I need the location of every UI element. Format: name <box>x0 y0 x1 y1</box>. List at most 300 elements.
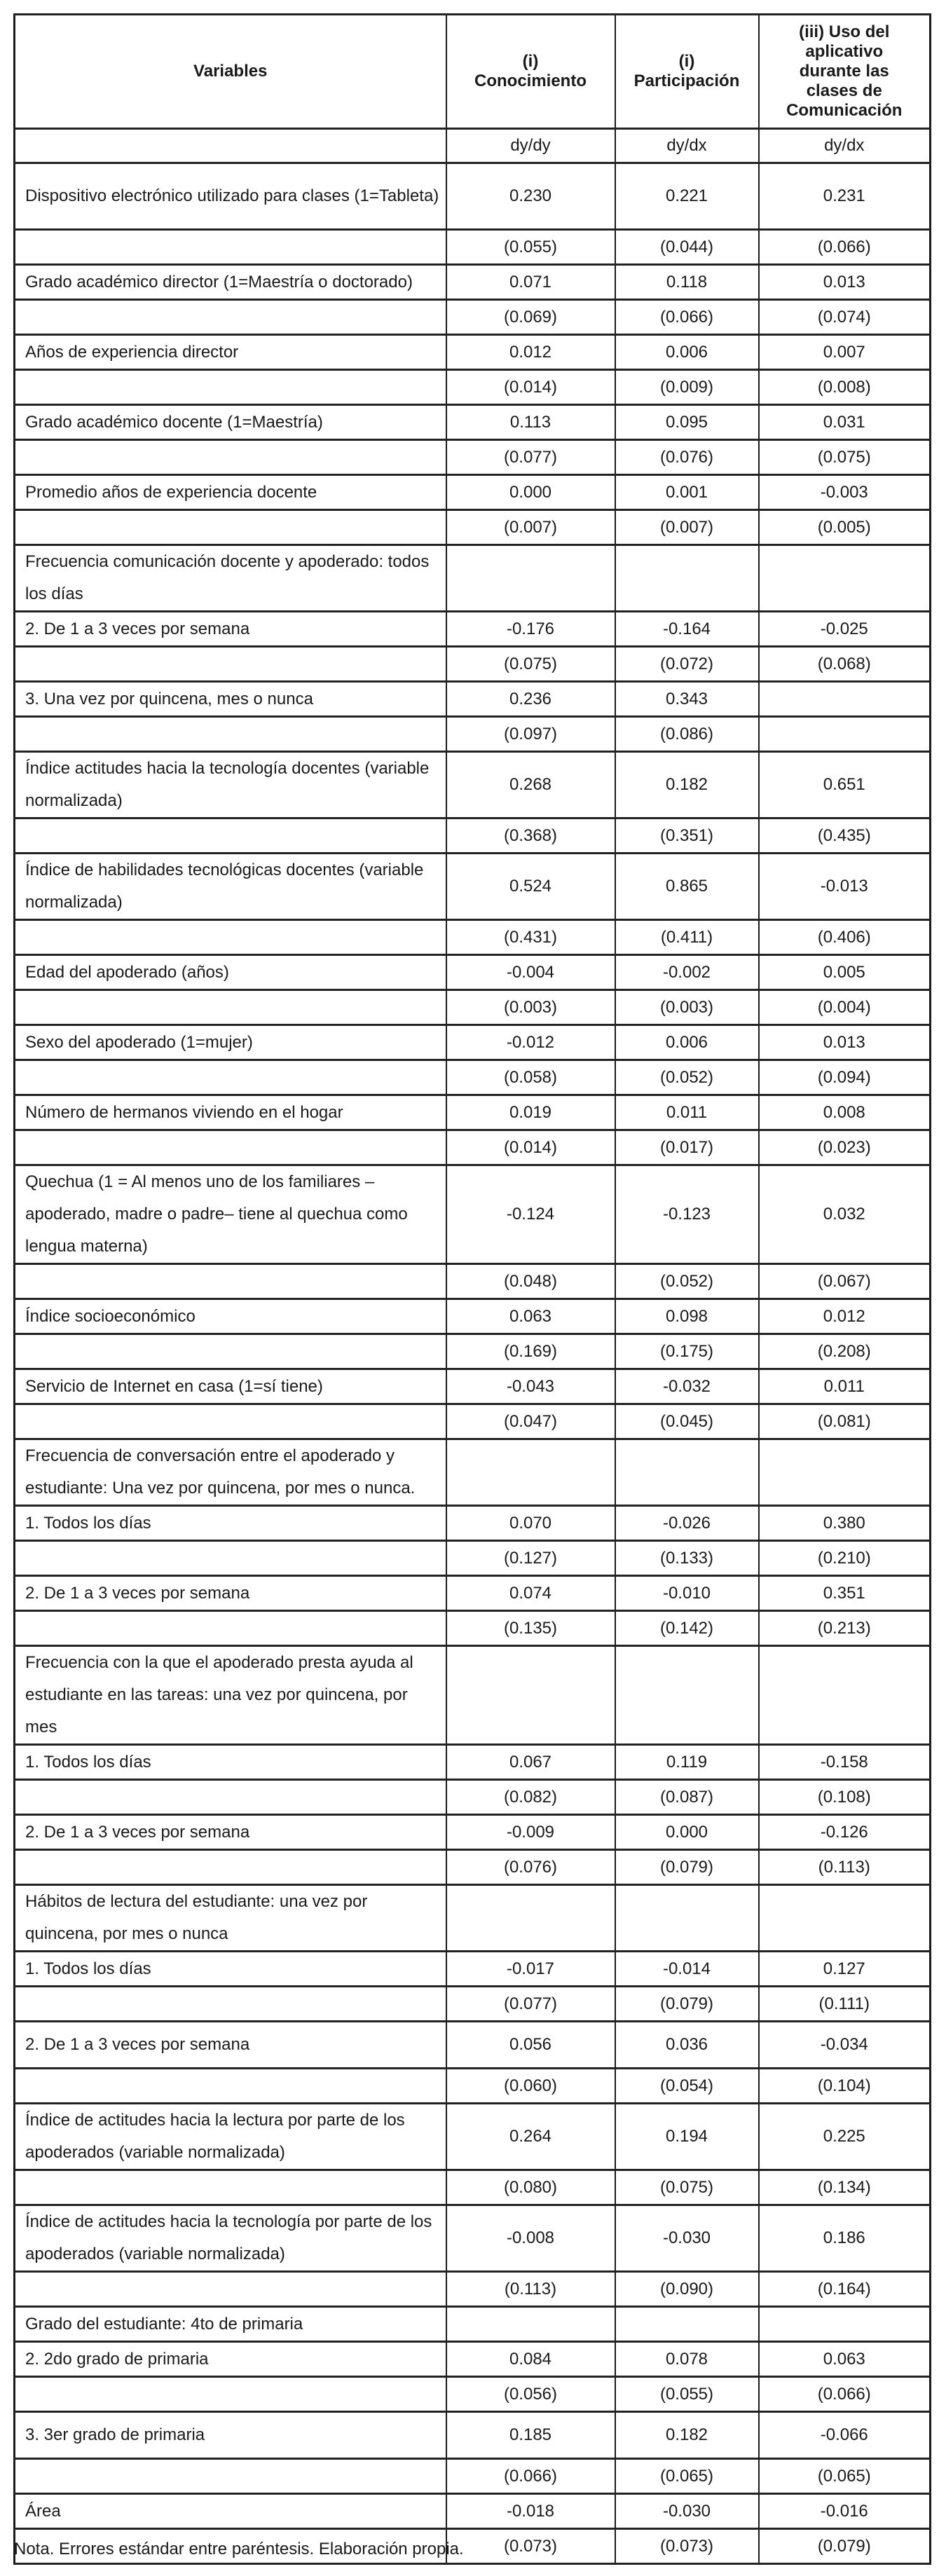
coefficient-cell: 0.185 <box>446 2412 615 2459</box>
regression-table-container <box>13 13 929 2565</box>
standard-error-row <box>15 717 931 752</box>
standard-error-cell: (0.351) <box>615 818 759 854</box>
coefficient-cell: 0.036 <box>615 2022 759 2069</box>
standard-error-cell: (0.142) <box>615 1611 759 1646</box>
coefficient-cell <box>615 545 759 612</box>
variable-label: Sexo del apoderado (1=mujer) <box>15 1025 446 1060</box>
coefficient-cell <box>759 1885 931 1952</box>
coefficient-cell: -0.018 <box>446 2494 615 2529</box>
coefficient-cell: -0.017 <box>446 1952 615 1987</box>
standard-error-cell: (0.097) <box>446 717 615 752</box>
coefficient-cell: 0.000 <box>446 475 615 510</box>
coefficient-row <box>15 854 931 920</box>
coefficient-row <box>15 1952 931 1987</box>
coefficient-cell <box>759 1439 931 1506</box>
coefficient-cell: -0.034 <box>759 2022 931 2069</box>
standard-error-row <box>15 2069 931 2104</box>
coefficient-cell: 0.865 <box>615 854 759 920</box>
coefficient-cell: -0.010 <box>615 1576 759 1611</box>
standard-error-cell: (0.007) <box>446 510 615 545</box>
standard-error-cell: (0.108) <box>759 1780 931 1815</box>
variable-label: 2. De 1 a 3 veces por semana <box>15 2022 446 2069</box>
standard-error-cell: (0.435) <box>759 818 931 854</box>
empty-label-cell <box>15 510 446 545</box>
standard-error-cell: (0.075) <box>615 2170 759 2205</box>
coefficient-cell <box>446 2307 615 2342</box>
coefficient-row <box>15 955 931 990</box>
coefficient-cell: 0.095 <box>615 405 759 440</box>
coefficient-cell: -0.025 <box>759 612 931 647</box>
header-uso-line-5: Comunicación <box>786 101 903 120</box>
coefficient-row <box>15 2412 931 2459</box>
standard-error-row <box>15 1334 931 1369</box>
coefficient-cell: 0.013 <box>759 1025 931 1060</box>
coefficient-cell: 0.182 <box>615 2412 759 2459</box>
standard-error-cell: (0.133) <box>615 1541 759 1576</box>
standard-error-cell: (0.052) <box>615 1264 759 1299</box>
standard-error-cell: (0.072) <box>615 647 759 682</box>
header-row <box>15 15 931 129</box>
empty-label-cell <box>15 647 446 682</box>
standard-error-cell: (0.208) <box>759 1334 931 1369</box>
empty-label-cell <box>15 1334 446 1369</box>
coefficient-cell: 0.031 <box>759 405 931 440</box>
category-header-row <box>15 1646 931 1745</box>
coefficient-row <box>15 1165 931 1264</box>
coefficient-cell <box>759 545 931 612</box>
standard-error-cell: (0.014) <box>446 1130 615 1165</box>
coefficient-cell: 0.012 <box>759 1299 931 1334</box>
standard-error-cell: (0.169) <box>446 1334 615 1369</box>
coefficient-cell: 0.231 <box>759 163 931 230</box>
coefficient-row <box>15 2494 931 2529</box>
empty-label-cell <box>15 1541 446 1576</box>
empty-label-cell <box>15 1060 446 1095</box>
standard-error-cell: (0.073) <box>615 2529 759 2564</box>
variable-label: Grado académico director (1=Maestría o doctorado) <box>15 265 446 300</box>
empty-label-cell <box>15 1850 446 1885</box>
coefficient-cell: 0.268 <box>446 752 615 818</box>
standard-error-cell: (0.111) <box>759 1987 931 2022</box>
coefficient-row <box>15 1369 931 1404</box>
units-cell: dy/dx <box>759 129 931 163</box>
units-row <box>15 129 931 163</box>
standard-error-row <box>15 1404 931 1439</box>
standard-error-cell: (0.135) <box>446 1611 615 1646</box>
standard-error-cell: (0.004) <box>759 990 931 1025</box>
standard-error-cell: (0.079) <box>759 2529 931 2564</box>
header-conocimiento-label: Conocimiento <box>474 71 587 90</box>
standard-error-cell: (0.094) <box>759 1060 931 1095</box>
coefficient-cell: -0.009 <box>446 1815 615 1850</box>
coefficient-cell <box>446 1646 615 1745</box>
coefficient-cell: 0.074 <box>446 1576 615 1611</box>
coefficient-cell: 0.056 <box>446 2022 615 2069</box>
empty-label-cell <box>15 370 446 405</box>
variable-label: 2. De 1 a 3 veces por semana <box>15 1815 446 1850</box>
standard-error-row <box>15 1611 931 1646</box>
standard-error-cell: (0.077) <box>446 440 615 475</box>
standard-error-row <box>15 1850 931 1885</box>
coefficient-cell: 0.067 <box>446 1745 615 1780</box>
variable-label: 3. 3er grado de primaria <box>15 2412 446 2459</box>
standard-error-row <box>15 440 931 475</box>
coefficient-cell: -0.030 <box>615 2205 759 2272</box>
variable-label: Dispositivo electrónico utilizado para clases (1=Tableta) <box>15 163 446 230</box>
header-conocimiento-number: (i) <box>522 52 539 71</box>
standard-error-cell: (0.052) <box>615 1060 759 1095</box>
standard-error-row <box>15 2459 931 2494</box>
category-header-row <box>15 1439 931 1506</box>
header-uso-aplicativo <box>759 15 931 129</box>
empty-label-cell <box>15 2377 446 2412</box>
coefficient-row <box>15 752 931 818</box>
units-cell: dy/dx <box>615 129 759 163</box>
standard-error-cell: (0.075) <box>446 647 615 682</box>
coefficient-row <box>15 1506 931 1541</box>
standard-error-row <box>15 1264 931 1299</box>
standard-error-cell: (0.044) <box>615 230 759 265</box>
standard-error-cell: (0.164) <box>759 2272 931 2307</box>
standard-error-cell: (0.213) <box>759 1611 931 1646</box>
standard-error-cell: (0.080) <box>446 2170 615 2205</box>
coefficient-cell: -0.003 <box>759 475 931 510</box>
coefficient-cell: 0.006 <box>615 335 759 370</box>
coefficient-row <box>15 475 931 510</box>
empty-label-cell <box>15 1130 446 1165</box>
variable-label: Edad del apoderado (años) <box>15 955 446 990</box>
standard-error-cell: (0.067) <box>759 1264 931 1299</box>
empty-label-cell <box>15 1611 446 1646</box>
empty-label-cell <box>15 2459 446 2494</box>
coefficient-cell: 0.001 <box>615 475 759 510</box>
variable-label: Grado académico docente (1=Maestría) <box>15 405 446 440</box>
coefficient-cell: -0.012 <box>446 1025 615 1060</box>
standard-error-cell: (0.047) <box>446 1404 615 1439</box>
standard-error-cell: (0.077) <box>446 1987 615 2022</box>
standard-error-cell: (0.045) <box>615 1404 759 1439</box>
header-participacion <box>615 15 759 129</box>
coefficient-cell: -0.013 <box>759 854 931 920</box>
category-header-row <box>15 2307 931 2342</box>
category-header-row <box>15 1885 931 1952</box>
coefficient-cell: -0.043 <box>446 1369 615 1404</box>
standard-error-cell: (0.431) <box>446 920 615 955</box>
standard-error-row <box>15 920 931 955</box>
standard-error-cell: (0.054) <box>615 2069 759 2104</box>
empty-label-cell <box>15 230 446 265</box>
empty-label-cell <box>15 300 446 335</box>
standard-error-cell: (0.003) <box>446 990 615 1025</box>
coefficient-cell: 0.006 <box>615 1025 759 1060</box>
coefficient-cell: -0.032 <box>615 1369 759 1404</box>
standard-error-row <box>15 2272 931 2307</box>
coefficient-cell: -0.176 <box>446 612 615 647</box>
table-note: Nota. Errores estándar entre paréntesis. Elaboración propia. <box>14 2540 464 2558</box>
standard-error-cell: (0.411) <box>615 920 759 955</box>
coefficient-cell <box>615 2307 759 2342</box>
standard-error-row <box>15 2377 931 2412</box>
coefficient-cell: -0.124 <box>446 1165 615 1264</box>
coefficient-cell: 0.264 <box>446 2104 615 2170</box>
standard-error-cell: (0.009) <box>615 370 759 405</box>
standard-error-cell: (0.056) <box>446 2377 615 2412</box>
variable-label: Frecuencia de conversación entre el apoderado y estudiante: Una vez por quincena, por mes o nunca. <box>15 1439 446 1506</box>
coefficient-cell: -0.126 <box>759 1815 931 1850</box>
empty-label-cell <box>15 2170 446 2205</box>
variable-label: 3. Una vez por quincena, mes o nunca <box>15 682 446 717</box>
variable-label: Servicio de Internet en casa (1=sí tiene) <box>15 1369 446 1404</box>
standard-error-cell: (0.079) <box>615 1987 759 2022</box>
coefficient-cell: 0.070 <box>446 1506 615 1541</box>
header-variables: Variables <box>15 15 446 129</box>
empty-label-cell <box>15 2272 446 2307</box>
coefficient-cell: -0.066 <box>759 2412 931 2459</box>
variable-label: Frecuencia con la que el apoderado presta ayuda al estudiante en las tareas: una vez por quincena, por mes <box>15 1646 446 1745</box>
coefficient-cell <box>615 1439 759 1506</box>
coefficient-row <box>15 1576 931 1611</box>
variable-label: Años de experiencia director <box>15 335 446 370</box>
variable-label: Hábitos de lectura del estudiante: una vez por quincena, por mes o nunca <box>15 1885 446 1952</box>
coefficient-cell: 0.380 <box>759 1506 931 1541</box>
coefficient-row <box>15 405 931 440</box>
standard-error-cell: (0.134) <box>759 2170 931 2205</box>
standard-error-cell: (0.076) <box>615 440 759 475</box>
coefficient-cell: 0.194 <box>615 2104 759 2170</box>
empty-label-cell <box>15 818 446 854</box>
variable-label: Índice actitudes hacia la tecnología docentes (variable normalizada) <box>15 752 446 818</box>
coefficient-cell <box>615 1885 759 1952</box>
coefficient-cell: -0.004 <box>446 955 615 990</box>
empty-label-cell <box>15 990 446 1025</box>
coefficient-row <box>15 265 931 300</box>
coefficient-cell <box>759 682 931 717</box>
coefficient-row <box>15 2022 931 2069</box>
empty-label-cell <box>15 1780 446 1815</box>
coefficient-row <box>15 163 931 230</box>
header-uso-line-4: clases de <box>806 81 882 100</box>
standard-error-row <box>15 2170 931 2205</box>
header-uso-line-2: aplicativo <box>805 42 884 61</box>
empty-label-cell <box>15 1264 446 1299</box>
standard-error-cell: (0.065) <box>615 2459 759 2494</box>
coefficient-cell: 0.084 <box>446 2342 615 2377</box>
standard-error-cell: (0.074) <box>759 300 931 335</box>
coefficient-row <box>15 682 931 717</box>
variable-label: 2. De 1 a 3 veces por semana <box>15 1576 446 1611</box>
coefficient-cell: 0.000 <box>615 1815 759 1850</box>
empty-label-cell <box>15 1404 446 1439</box>
standard-error-cell: (0.075) <box>759 440 931 475</box>
standard-error-row <box>15 647 931 682</box>
standard-error-cell: (0.017) <box>615 1130 759 1165</box>
standard-error-row <box>15 1987 931 2022</box>
coefficient-cell: 0.230 <box>446 163 615 230</box>
marginal-effects-table <box>13 13 931 2565</box>
empty-label-cell <box>15 440 446 475</box>
coefficient-cell: -0.030 <box>615 2494 759 2529</box>
header-participacion-number: (i) <box>678 52 695 71</box>
variable-label: Número de hermanos viviendo en el hogar <box>15 1095 446 1130</box>
variable-label: Quechua (1 = Al menos uno de los familiares – apoderado, madre o padre– tiene al quechua como lengua materna) <box>15 1165 446 1264</box>
empty-label-cell <box>15 920 446 955</box>
standard-error-cell: (0.073) <box>446 2529 615 2564</box>
coefficient-cell: 0.005 <box>759 955 931 990</box>
coefficient-row <box>15 2104 931 2170</box>
variable-label: Grado del estudiante: 4to de primaria <box>15 2307 446 2342</box>
variable-label: 2. De 1 a 3 veces por semana <box>15 612 446 647</box>
standard-error-cell: (0.368) <box>446 818 615 854</box>
variable-label: Índice de actitudes hacia la lectura por parte de los apoderados (variable normalizada) <box>15 2104 446 2170</box>
coefficient-cell: 0.063 <box>446 1299 615 1334</box>
coefficient-row <box>15 1815 931 1850</box>
standard-error-cell: (0.003) <box>615 990 759 1025</box>
standard-error-cell: (0.081) <box>759 1404 931 1439</box>
coefficient-cell: -0.008 <box>446 2205 615 2272</box>
coefficient-cell: -0.016 <box>759 2494 931 2529</box>
coefficient-cell: 0.236 <box>446 682 615 717</box>
standard-error-cell: (0.048) <box>446 1264 615 1299</box>
standard-error-row <box>15 990 931 1025</box>
coefficient-cell: -0.158 <box>759 1745 931 1780</box>
standard-error-cell <box>759 717 931 752</box>
coefficient-cell: 0.011 <box>615 1095 759 1130</box>
empty-label-cell <box>15 2069 446 2104</box>
coefficient-cell: 0.127 <box>759 1952 931 1987</box>
coefficient-cell: -0.123 <box>615 1165 759 1264</box>
standard-error-row <box>15 510 931 545</box>
standard-error-cell: (0.210) <box>759 1541 931 1576</box>
coefficient-row <box>15 612 931 647</box>
standard-error-cell: (0.065) <box>759 2459 931 2494</box>
variable-label: Índice socioeconómico <box>15 1299 446 1334</box>
standard-error-cell: (0.068) <box>759 647 931 682</box>
coefficient-cell: 0.011 <box>759 1369 931 1404</box>
standard-error-cell: (0.082) <box>446 1780 615 1815</box>
coefficient-cell: 0.012 <box>446 335 615 370</box>
coefficient-cell: 0.182 <box>615 752 759 818</box>
standard-error-cell: (0.060) <box>446 2069 615 2104</box>
standard-error-cell: (0.087) <box>615 1780 759 1815</box>
coefficient-cell: 0.343 <box>615 682 759 717</box>
coefficient-cell: 0.113 <box>446 405 615 440</box>
coefficient-cell <box>446 1885 615 1952</box>
coefficient-cell: 0.013 <box>759 265 931 300</box>
coefficient-row <box>15 1025 931 1060</box>
coefficient-row <box>15 1095 931 1130</box>
standard-error-row <box>15 1780 931 1815</box>
coefficient-cell: -0.164 <box>615 612 759 647</box>
standard-error-cell: (0.113) <box>759 1850 931 1885</box>
variable-label: 1. Todos los días <box>15 1952 446 1987</box>
coefficient-cell <box>759 2307 931 2342</box>
standard-error-row <box>15 818 931 854</box>
standard-error-row <box>15 370 931 405</box>
standard-error-cell: (0.066) <box>759 2377 931 2412</box>
coefficient-row <box>15 1745 931 1780</box>
category-header-row <box>15 545 931 612</box>
standard-error-cell: (0.076) <box>446 1850 615 1885</box>
standard-error-cell: (0.113) <box>446 2272 615 2307</box>
coefficient-cell: -0.026 <box>615 1506 759 1541</box>
empty-label-cell <box>15 1987 446 2022</box>
coefficient-cell: 0.063 <box>759 2342 931 2377</box>
standard-error-cell: (0.069) <box>446 300 615 335</box>
standard-error-cell: (0.104) <box>759 2069 931 2104</box>
coefficient-cell: 0.225 <box>759 2104 931 2170</box>
standard-error-cell: (0.175) <box>615 1334 759 1369</box>
coefficient-row <box>15 1299 931 1334</box>
coefficient-cell: 0.019 <box>446 1095 615 1130</box>
variable-label: 1. Todos los días <box>15 1506 446 1541</box>
coefficient-cell <box>615 1646 759 1745</box>
standard-error-cell: (0.066) <box>615 300 759 335</box>
standard-error-row <box>15 1060 931 1095</box>
coefficient-cell: 0.007 <box>759 335 931 370</box>
variable-label: Índice de habilidades tecnológicas docentes (variable normalizada) <box>15 854 446 920</box>
coefficient-cell: 0.032 <box>759 1165 931 1264</box>
variable-label: 1. Todos los días <box>15 1745 446 1780</box>
coefficient-cell: 0.008 <box>759 1095 931 1130</box>
units-label-cell <box>15 129 446 163</box>
header-uso-line-1: (iii) Uso del <box>799 22 890 41</box>
standard-error-row <box>15 1541 931 1576</box>
coefficient-row <box>15 2205 931 2272</box>
standard-error-cell: (0.055) <box>615 2377 759 2412</box>
coefficient-cell: 0.118 <box>615 265 759 300</box>
standard-error-cell: (0.005) <box>759 510 931 545</box>
standard-error-cell: (0.058) <box>446 1060 615 1095</box>
coefficient-cell: 0.078 <box>615 2342 759 2377</box>
coefficient-cell: -0.002 <box>615 955 759 990</box>
variable-label: Índice de actitudes hacia la tecnología por parte de los apoderados (variable normalizada) <box>15 2205 446 2272</box>
header-conocimiento <box>446 15 615 129</box>
standard-error-cell: (0.066) <box>446 2459 615 2494</box>
coefficient-cell: -0.014 <box>615 1952 759 1987</box>
standard-error-cell: (0.127) <box>446 1541 615 1576</box>
coefficient-cell: 0.186 <box>759 2205 931 2272</box>
standard-error-cell: (0.066) <box>759 230 931 265</box>
standard-error-cell: (0.023) <box>759 1130 931 1165</box>
standard-error-cell: (0.090) <box>615 2272 759 2307</box>
standard-error-row <box>15 230 931 265</box>
table-body <box>15 129 931 2564</box>
standard-error-cell: (0.008) <box>759 370 931 405</box>
coefficient-cell <box>759 1646 931 1745</box>
header-participacion-label: Participación <box>633 71 740 90</box>
coefficient-row <box>15 335 931 370</box>
empty-label-cell <box>15 717 446 752</box>
standard-error-cell: (0.406) <box>759 920 931 955</box>
standard-error-cell: (0.007) <box>615 510 759 545</box>
units-cell: dy/dy <box>446 129 615 163</box>
variable-label: Promedio años de experiencia docente <box>15 475 446 510</box>
standard-error-cell: (0.086) <box>615 717 759 752</box>
standard-error-cell: (0.014) <box>446 370 615 405</box>
coefficient-cell: 0.098 <box>615 1299 759 1334</box>
coefficient-cell: 0.221 <box>615 163 759 230</box>
variable-label: Frecuencia comunicación docente y apoderado: todos los días <box>15 545 446 612</box>
coefficient-cell <box>446 545 615 612</box>
standard-error-cell: (0.055) <box>446 230 615 265</box>
coefficient-cell: 0.651 <box>759 752 931 818</box>
standard-error-row <box>15 300 931 335</box>
standard-error-cell: (0.079) <box>615 1850 759 1885</box>
variable-label: Área <box>15 2494 446 2529</box>
coefficient-cell: 0.071 <box>446 265 615 300</box>
coefficient-cell: 0.119 <box>615 1745 759 1780</box>
variable-label: 2. 2do grado de primaria <box>15 2342 446 2377</box>
